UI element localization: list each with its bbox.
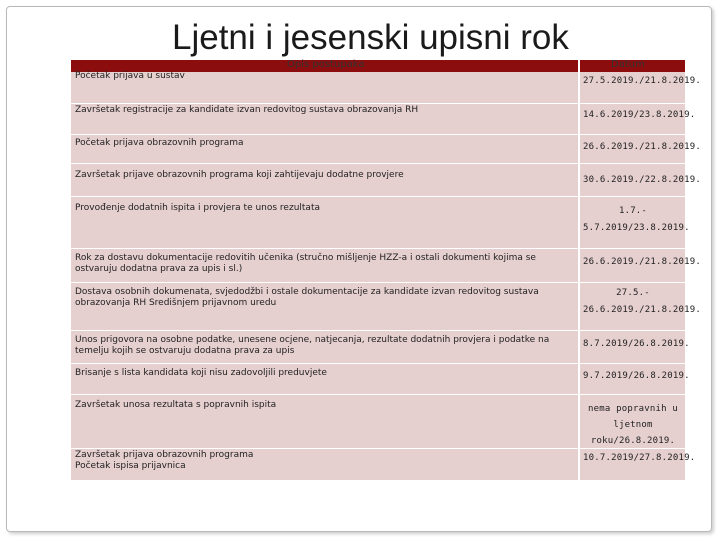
row-date: 30.6.2019./22.8.2019. — [583, 175, 701, 185]
row-description: Unos prigovora na osobne podatke, unesene ocjene, natjecanja, rezultate dodatnih provjera i podatke na temelju kojih se ostvaruju dodatna prava za upis — [75, 335, 550, 356]
row-date: 5.7.2019/23.8.2019. — [583, 223, 690, 233]
row-description: Početak ispisa prijavnica — [75, 461, 186, 471]
row-divider — [71, 248, 685, 249]
row-description: Završetak prijava obrazovnih programa — [75, 450, 254, 460]
row-divider — [71, 163, 685, 164]
page-title: Ljetni i jesenski upisni rok — [172, 18, 569, 57]
row-description: Provođenje dodatnih ispita i provjera te unos rezultata — [75, 203, 320, 213]
row-date: nema popravnih u — [588, 404, 678, 414]
row-date: 26.6.2019./21.8.2019. — [583, 142, 701, 152]
row-date: 27.5.- — [616, 288, 650, 298]
row-description: Završetak registracije za kandidate izvan redovitog sustava obrazovanja RH — [75, 105, 419, 115]
row-description: Završetak unosa rezultata s popravnih ispita — [75, 400, 277, 410]
row-date: 14.6.2019/23.8.2019. — [583, 110, 696, 120]
row-divider — [71, 282, 685, 283]
row-date: 26.6.2019./21.8.2019. — [583, 257, 701, 267]
row-description: Početak prijava obrazovnih programa — [75, 138, 244, 148]
header-date: Datum — [611, 59, 645, 70]
row-date: ljetnom — [613, 420, 653, 430]
row-date: 1.7.- — [618, 206, 648, 216]
column-divider — [578, 60, 580, 480]
row-divider — [71, 134, 685, 135]
row-date: 10.7.2019/27.8.2019. — [583, 453, 696, 463]
row-description: Završetak prijave obrazovnih programa koji zahtijevaju dodatne provjere — [75, 170, 404, 180]
header-description: Opis postupaka — [287, 59, 365, 70]
row-description: Dostava osobnih dokumenata, svjedodžbi i ostale dokumentacije za kandidate izvan redovitog sustava obrazovanja RH Središnjem prijavnom uredu — [75, 287, 539, 308]
row-description: Početak prijava u sustav — [75, 71, 185, 81]
row-date: roku/26.8.2019. — [590, 436, 676, 446]
row-divider — [71, 448, 685, 449]
row-divider — [71, 196, 685, 197]
row-description: Brisanje s lista kandidata koji nisu zadovoljili preduvjete — [75, 368, 327, 378]
row-description: Rok za dostavu dokumentacije redovitih učenika (stručno mišljenje HZZ-a i ostali dokumenti kojima se ostvaruju dodatna prava za upis i sl.) — [75, 253, 536, 274]
row-divider — [71, 330, 685, 331]
row-divider — [71, 394, 685, 395]
row-date: 8.7.2019/26.8.2019. — [583, 339, 690, 349]
row-date: 27.5.2019./21.8.2019. — [583, 76, 701, 86]
row-divider — [71, 103, 685, 104]
row-date: 26.6.2019./21.8.2019. — [583, 305, 701, 315]
row-divider — [71, 363, 685, 364]
row-date: 9.7.2019/26.8.2019. — [583, 371, 690, 381]
